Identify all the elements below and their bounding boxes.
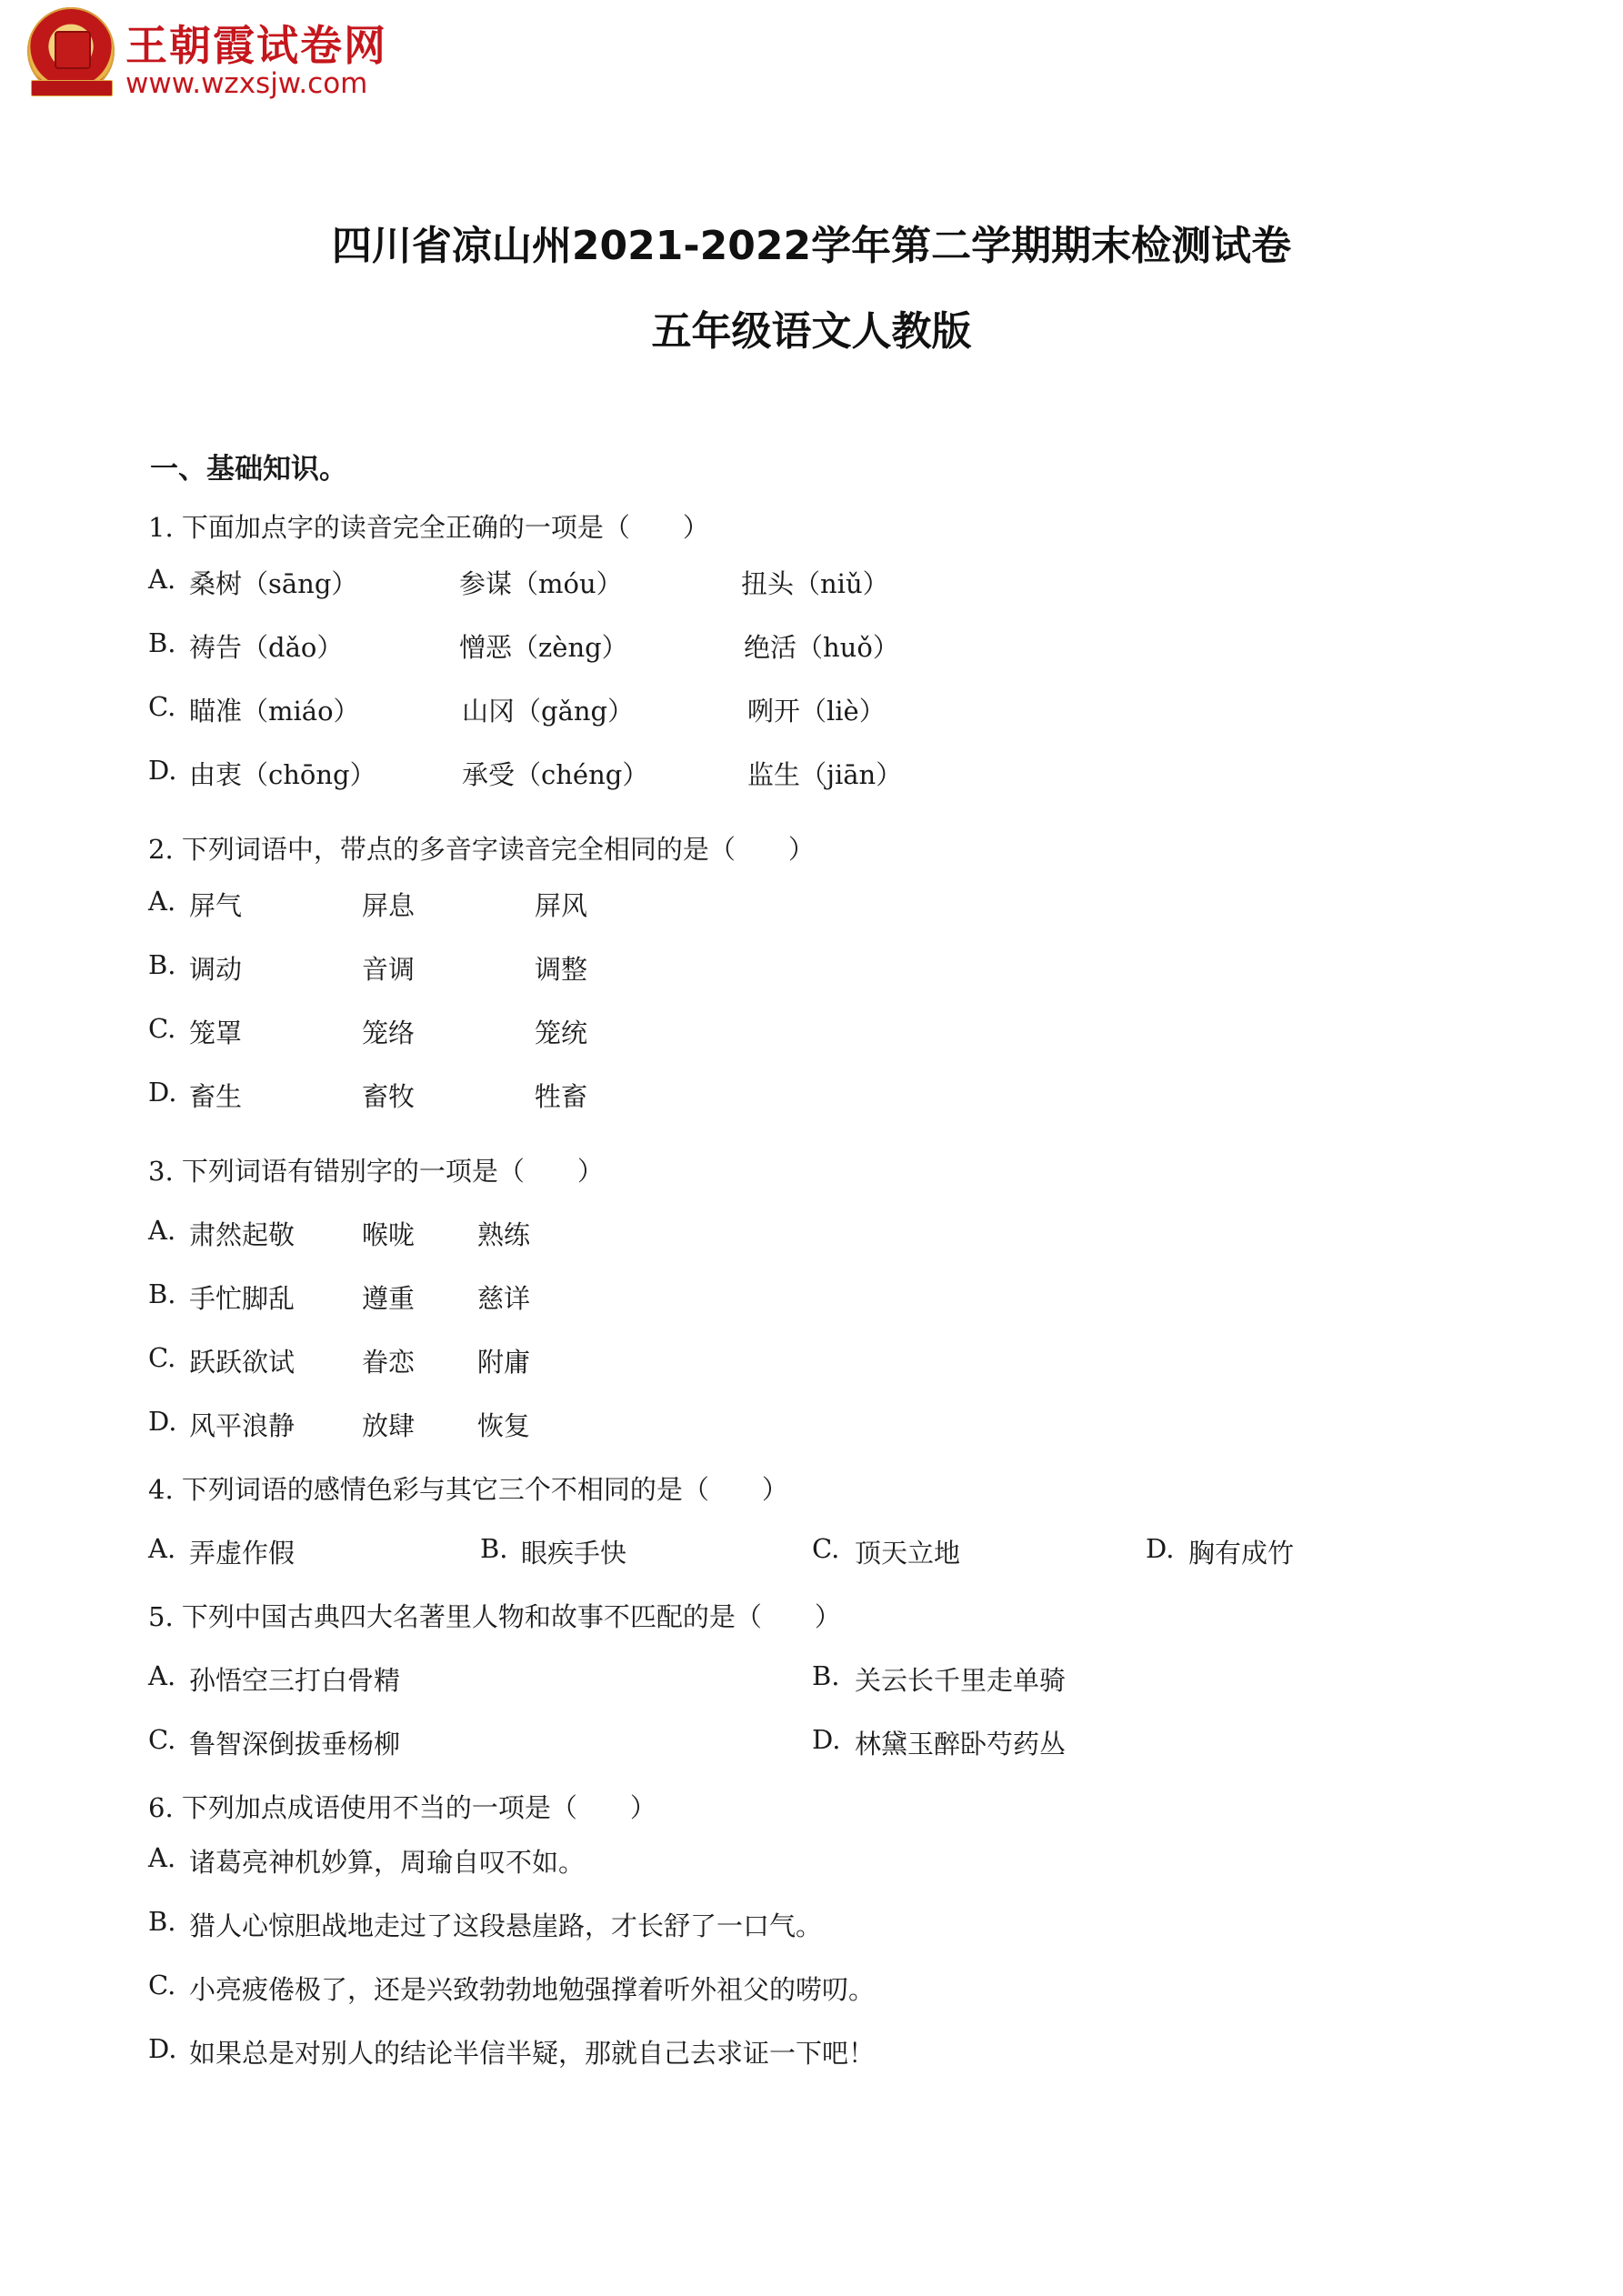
- option-item: 附庸: [477, 1347, 531, 1378]
- option-label: D.: [1146, 1533, 1175, 1564]
- option-item: 扭头（niǔ）: [741, 568, 889, 599]
- option-label: B.: [148, 1278, 176, 1309]
- option-item: 肃然起敬: [189, 1219, 296, 1250]
- option-item: 手忙脚乱: [189, 1283, 296, 1314]
- option-item: 调动: [189, 954, 243, 985]
- brand-seal-logo: [27, 7, 115, 95]
- option-text: 诸葛亮神机妙算，周瑜自叹不如。: [189, 1847, 586, 1878]
- option-label: D.: [812, 1724, 841, 1755]
- option-label: A.: [148, 1215, 176, 1246]
- option-label: B.: [148, 627, 176, 658]
- option-item: 音调: [362, 954, 416, 985]
- option-item: 笼统: [535, 1018, 588, 1048]
- question-stem: 6. 下列加点成语使用不当的一项是（ ）: [148, 1792, 656, 1823]
- option-item: 憎恶（zèng）: [459, 632, 628, 663]
- option-item: 承受（chéng）: [462, 759, 649, 790]
- option-text: 关云长千里走单骑: [855, 1665, 1067, 1696]
- option-label: C.: [148, 1724, 176, 1755]
- option-item: 慈详: [477, 1283, 531, 1314]
- option-label: A.: [148, 1533, 176, 1564]
- option-item: 放肆: [362, 1410, 416, 1441]
- option-item: 桑树（sāng）: [189, 568, 358, 599]
- option-label: D.: [148, 2033, 177, 2064]
- option-item: 咧开（liè）: [747, 696, 886, 727]
- option-text: 眼疾手快: [521, 1538, 627, 1569]
- option-item: 监生（jiān）: [747, 759, 903, 790]
- option-text: 胸有成竹: [1188, 1538, 1295, 1569]
- brand-url[interactable]: www.wzxsjw.com: [125, 67, 368, 100]
- option-label: A.: [148, 886, 176, 917]
- option-label: D.: [148, 1077, 177, 1108]
- option-text: 如果总是对别人的结论半信半疑，那就自己去求证一下吧！: [189, 2038, 876, 2069]
- option-label: B.: [812, 1660, 840, 1691]
- option-text: 林黛玉醉卧芍药丛: [855, 1729, 1067, 1760]
- brand-header: [27, 7, 446, 107]
- brand-name: 王朝霞试卷网: [125, 21, 387, 70]
- option-label: C.: [812, 1533, 840, 1564]
- option-item: 畜牧: [362, 1081, 416, 1112]
- question-stem: 5. 下列中国古典四大名著里人物和故事不匹配的是（ ）: [148, 1601, 841, 1632]
- option-text: 鲁智深倒拔垂杨柳: [189, 1729, 401, 1760]
- question-stem: 1. 下面加点字的读音完全正确的一项是（ ）: [148, 512, 709, 543]
- option-item: 参谋（móu）: [459, 568, 623, 599]
- option-text: 弄虚作假: [189, 1538, 296, 1569]
- option-item: 眷恋: [362, 1347, 416, 1378]
- option-item: 跃跃欲试: [189, 1347, 296, 1378]
- option-label: A.: [148, 564, 176, 595]
- question-stem: 4. 下列词语的感情色彩与其它三个不相同的是（ ）: [148, 1474, 788, 1505]
- option-item: 畜生: [189, 1081, 243, 1112]
- option-label: A.: [148, 1842, 176, 1873]
- option-item: 屏气: [189, 890, 243, 921]
- question-stem: 2. 下列词语中，带点的多音字读音完全相同的是（ ）: [148, 834, 815, 865]
- option-item: 喉咙: [362, 1219, 416, 1250]
- option-item: 牲畜: [535, 1081, 588, 1112]
- option-item: 由衷（chōng）: [189, 759, 376, 790]
- option-label: C.: [148, 1970, 176, 2000]
- seal-ribbon: [31, 80, 113, 96]
- exam-title: 四川省凉山州2021-2022学年第二学期期末检测试卷: [331, 223, 1292, 269]
- option-item: 恢复: [477, 1410, 531, 1441]
- option-label: C.: [148, 1013, 176, 1044]
- question-stem: 3. 下列词语有错别字的一项是（ ）: [148, 1156, 604, 1187]
- option-label: B.: [148, 1906, 176, 1937]
- exam-subtitle: 五年级语文人教版: [651, 308, 972, 355]
- option-item: 祷告（dǎo）: [189, 632, 344, 663]
- option-item: 绝活（huǒ）: [744, 632, 899, 663]
- option-text: 顶天立地: [855, 1538, 961, 1569]
- option-text: 猎人心惊胆战地走过了这段悬崖路，才长舒了一口气。: [189, 1910, 823, 1941]
- option-item: 遵重: [362, 1283, 416, 1314]
- option-item: 山冈（gǎng）: [462, 696, 635, 727]
- option-item: 屏息: [362, 890, 416, 921]
- option-item: 调整: [535, 954, 588, 985]
- option-item: 熟练: [477, 1219, 531, 1250]
- option-label: D.: [148, 755, 177, 786]
- option-label: C.: [148, 691, 176, 722]
- seal-center-mark: [55, 31, 91, 69]
- option-item: 屏风: [535, 890, 588, 921]
- option-item: 笼罩: [189, 1018, 243, 1048]
- option-label: D.: [148, 1406, 177, 1437]
- option-item: 笼络: [362, 1018, 416, 1048]
- option-text: 小亮疲倦极了，还是兴致勃勃地勉强撑着听外祖父的唠叨。: [189, 1974, 876, 2005]
- section-heading: 一、基础知识。: [150, 453, 347, 486]
- option-text: 孙悟空三打白骨精: [189, 1665, 401, 1696]
- option-label: B.: [148, 949, 176, 980]
- option-label: A.: [148, 1660, 176, 1691]
- option-item: 风平浪静: [189, 1410, 296, 1441]
- option-label: C.: [148, 1342, 176, 1373]
- option-item: 瞄准（miáo）: [189, 696, 360, 727]
- option-label: B.: [480, 1533, 508, 1564]
